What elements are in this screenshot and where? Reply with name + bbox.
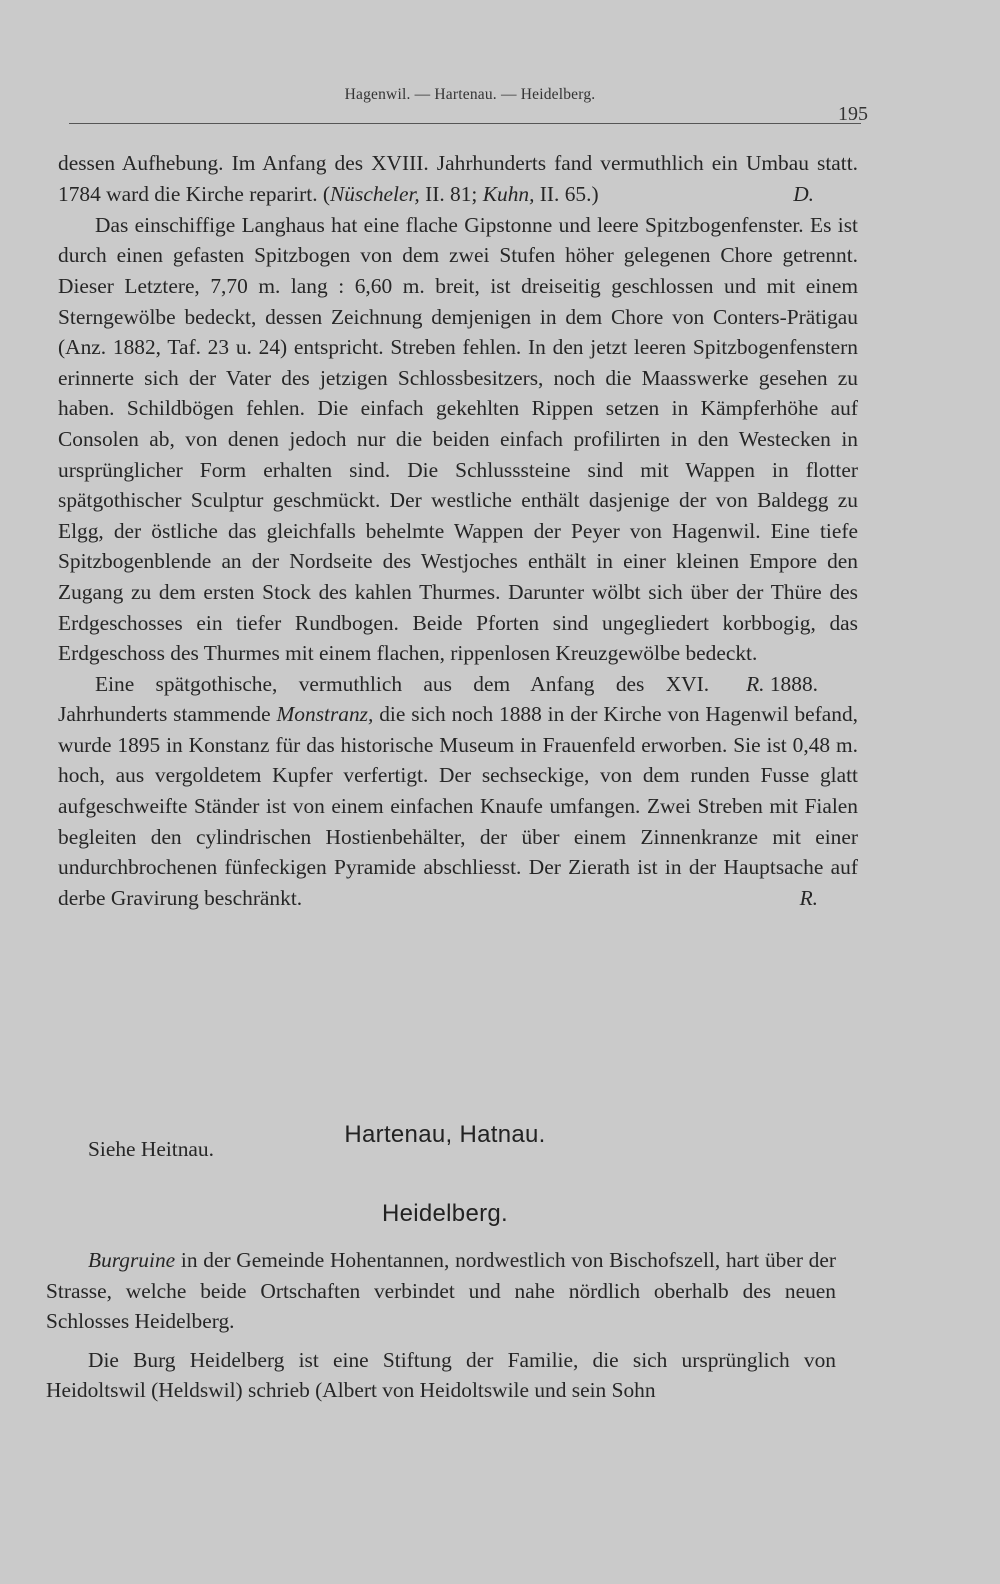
heidelberg-section: [46, 1245, 836, 1406]
term-monstranz: Monstranz,: [276, 702, 374, 727]
header-rule: [69, 123, 861, 124]
signature-r: R.: [799, 885, 818, 910]
page-number: 195: [838, 103, 868, 125]
hagenwil-paragraph-2: Das einschiffige Langhaus hat eine flache Gipstonne und leere Spitzbogenfenster. Es ist durch einen gefasten Spitzbogen von dem zwei Stufen höher gelegenen Chore getrennt. Dieser Letztere, 7,70 m. lang : 6,60 m. breit, ist dreiseitig geschlossen und mit einem Sterngewölbe bedeckt, dessen Zeichnung demjenigen in dem Chore von Conters-Prätigau (Anz. 1882, Taf. 23 u. 24) entspricht. Streben fehlen. In den jetzt leeren Spitzbogenfenstern erinnerte sich der Vater des jetzigen Schlossbesitzers, noch die Maasswerke gesehen zu haben. Schildbögen fehlen. Die einfach gekehlten Rippen setzen in Kämpferhöhe auf Consolen ab, von denen jedoch nur die beiden einfach profilirten in den Westecken in ursprünglicher Form erhalten sind. Die Schlusssteine sind mit Wappen in flotter spätgothischer Sculptur geschmückt. Der westliche enthält dasjenige der von Baldegg zu Elgg, der östliche das gleichfalls behelmte Wappen der Peyer von Hagenwil. Eine tiefe Spitzbogenblende an der Nordseite des Westjoches enthält in einer kleinen Empore den Zugang zu dem ersten Stock des kahlen Thurmes. Darunter wölbt sich über der Thüre des Erdgeschosses ein tiefer Rundbogen. Beide Pforten sind ungegliedert korbbogig, das Erdgeschoss des Thurmes mit einem flachen, rippenlosen Kreuzgewölbe bedeckt. R. 1888.: [58, 210, 858, 669]
hagenwil-paragraph-1: dessen Aufhebung. Im Anfang des XVIII. Jahrhunderts fand vermuthlich ein Umbau statt. 1784 ward die Kirche reparirt. (Nüscheler, II. 81; Kuhn, II. 65.): [58, 151, 858, 206]
signature-d: D.: [793, 182, 814, 207]
reference-kuhn: Kuhn,: [482, 181, 535, 206]
see-reference: Siehe Heitnau.: [88, 1137, 214, 1161]
hagenwil-paragraph-3: Eine spätgothische, vermuthlich aus dem Anfang des XVI. Jahrhunderts stammende Monstranz, die sich noch 1888 in der Kirche von Hagenwil befand, wurde 1895 in Konstanz für das historische Museum in Frauenfeld erworben. Sie ist 0,48 m. hoch, aus vergoldetem Kupfer verfertigt. Der sechseckige, von dem runden Fusse glatt aufgeschweifte Ständer ist von einem einfachen Knaufe umfangen. Zwei Streben mit Fialen begleiten den cylindrischen Hostienbehälter, der über einem Zinnenkranze mit einer undurchbrochenen fünfeckigen Pyramide abschliesst. Der Zierath ist in der Hauptsache auf derbe Gravirung beschränkt. R.: [58, 669, 858, 914]
term-burgruine: Burgruine: [88, 1248, 176, 1272]
hagenwil-section: [58, 148, 858, 913]
signature-r-1888: R. 1888.: [746, 671, 818, 696]
reference-nuescheler: Nüscheler,: [330, 181, 420, 206]
heidelberg-paragraph-2: Die Burg Heidelberg ist eine Stiftung der Familie, die sich ursprünglich von Heidoltswil (Heldswil) schrieb (Albert von Heidoltswile und sein Sohn: [46, 1347, 836, 1403]
heading-hartenau: Hartenau, Hatnau.: [344, 1121, 546, 1148]
running-head: Hagenwil. — Hartenau. — Heidelberg.: [344, 86, 596, 103]
heidelberg-paragraph-1: Burgruine in der Gemeinde Hohentannen, nordwestlich von Bischofszell, hart über der Strasse, welche beide Ortschaften verbindet und nahe nördlich oberhalb des neuen Schlosses Heidelberg.: [46, 1248, 836, 1334]
heading-heidelberg: Heidelberg.: [381, 1200, 509, 1227]
